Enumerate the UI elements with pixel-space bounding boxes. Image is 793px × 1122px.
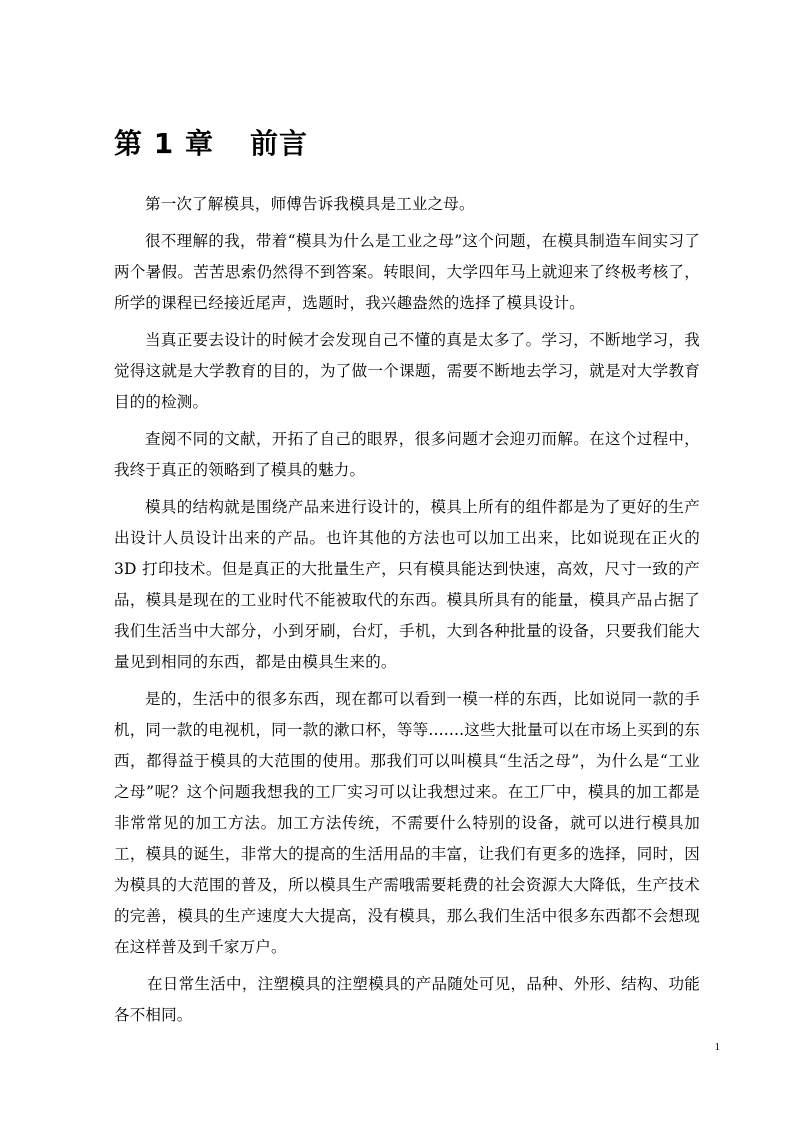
page-number: 1 [714,1041,720,1053]
paragraph: 查阅不同的文献，开拓了自己的眼界，很多问题才会迎刃而解。在这个过程中，我终于真正的领略到了模具的魅力。 [114,430,700,479]
body-text [114,189,700,1037]
paragraph: 是的，生活中的很多东西，现在都可以看到一模一样的东西，比如说同一款的手机，同一款的电视机，同一款的漱口杯，等等.......这些大批量可以在市场上买到的东西，都得益于模具的大范围的使用。那我们可以叫模具“生活之母”，为什么是“工业之母”呢？这个问题我想我的工厂实习可以让我想过来。在工厂中，模具的加工都是非常常见的加工方法。加工方法传统，不需要什么特别的设备，就可以进行模具加工，模具的诞生，非常大的提高的生活用品的丰富，让我们有更多的选择，同时，因为模具的大范围的普及，所以模具生产需哦需要耗费的社会资源大大降低，生产技术的完善，模具的生产速度大大提高，没有模具，那么我们生活中很多东西都不会想现在这样普及到千家万户。 [114,690,700,956]
chapter-title: 前言 [249,127,308,160]
paragraph: 很不理解的我，带着“模具为什么是工业之母”这个问题，在模具制造车间实习了两个暑假。苦苦思索仍然得不到答案。转眼间，大学四年马上就迎来了终极考核了，所学的课程已经接近尾声，选题时，我兴趣盎然的选择了模具设计。 [114,232,700,312]
chapter-heading [114,124,308,164]
paragraph: 当真正要去设计的时候才会发现自己不懂的真是太多了。学习，不断地学习，我觉得这就是大学教育的目的，为了做一个课题，需要不断地去学习，就是对大学教育目的的检测。 [114,331,700,411]
chapter-number: 第 1 章 [114,127,214,160]
paragraph: 在日常生活中，注塑模具的注塑模具的产品随处可见，品种、外形、结构、功能各不相同。 [114,975,700,1024]
paragraph: 模具的结构就是围绕产品来进行设计的，模具上所有的组件都是为了更好的生产出设计人员设计出来的产品。也许其他的方法也可以加工出来，比如说现在正火的 3D 打印技术。但是真正的大批量生产，只有模具能达到快速，高效，尺寸一致的产品，模具是现在的工业时代不能被取代的东西。模具所具有的能量，模具产品占据了我们生活当中大部分，小到牙刷，台灯，手机，大到各种批量的设备，只要我们能大量见到相同的东西，都是由模具生来的。 [114,498,700,671]
paragraph: 第一次了解模具，师傅告诉我模具是工业之母。 [145,195,475,213]
